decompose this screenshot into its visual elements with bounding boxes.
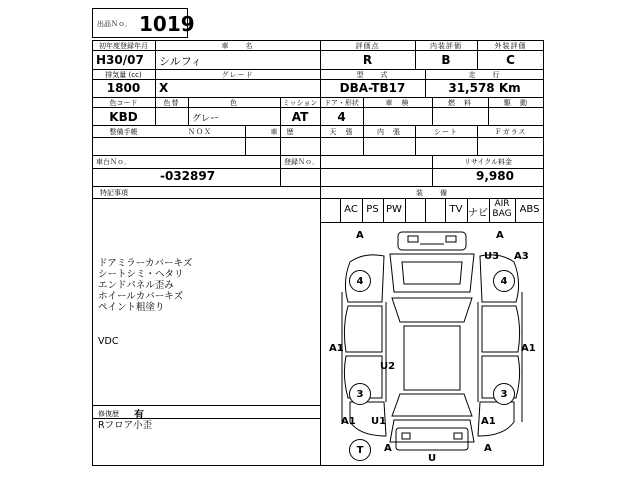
label-model: 型 式 [356,71,389,79]
equip-abs: ABS [519,204,540,215]
label-interior: 内装評価 [430,42,462,50]
remark-item: ペイント粗塗り [98,302,165,313]
tire-circle-front-left: 4 [349,270,371,292]
damage-mark: A1 [341,416,356,427]
damage-mark: A [484,443,492,454]
label-seat: シート [434,128,458,136]
label-reg-no: 登録Ｎｏ． [284,158,319,166]
label-history: 車 歴 [270,128,295,136]
label-color-code: 色コード [109,99,138,107]
damage-mark: U1 [371,416,387,427]
value-grade: X [159,81,169,95]
value-recycle: 9,980 [476,169,514,183]
equip-navi: ナビ [468,208,488,219]
label-drive: 駆 動 [504,99,528,107]
value-score: R [362,53,373,67]
tire-circle-spare: T [349,439,371,461]
label-color: 色 [230,99,238,107]
value-repair: 有 [134,410,144,421]
tire-circle-rear-left: 3 [349,383,371,405]
label-nox: ＮＯＸ [188,128,212,136]
label-mission: ミッション [282,99,318,107]
damage-mark: A1 [329,343,344,354]
value-mission: AT [291,110,309,124]
label-car-name: 車 名 [221,42,254,50]
value-displacement: 1800 [106,81,141,95]
value-color-code: KBD [109,110,138,124]
label-remarks: 特記事項 [100,189,128,197]
damage-mark: U3 [484,251,500,262]
label-glass: Ｆガラス [494,128,527,136]
label-mileage: 走 行 [468,71,501,79]
equip-ps: PS [366,204,379,215]
value-color: グレー [192,114,220,124]
remark-item: ドアミラーカバーキズ [98,258,193,269]
value-chassis-no: -032897 [160,169,216,183]
damage-mark: A1 [521,343,536,354]
label-displacement: 排気量 (cc) [105,71,142,79]
equip-pw: PW [386,204,402,215]
label-fuel: 燃 料 [448,99,472,107]
label-exterior: 外装評価 [494,42,527,50]
value-mileage: 31,578 Km [448,81,521,95]
remark-item: エンドパネル歪み [98,280,174,291]
value-car-name: シルフィ [159,55,202,68]
label-equipment: 装 備 [416,189,448,197]
damage-mark: A3 [514,251,529,262]
label-repair: 修復歴 [98,410,119,418]
remark-item: シートシミ・ヘタリ [98,269,184,280]
label-color-change: 色替 [163,99,180,107]
label-reg-date: 初年度登録年月 [99,42,148,50]
value-exterior: C [506,53,515,67]
car-diagram [320,222,544,466]
label-manual: 整備手帳 [109,128,138,136]
value-reg-date: H30/07 [96,53,144,67]
value-interior: B [441,53,451,67]
label-grade: グレード [221,71,254,79]
label-recycle: リサイクル料金 [463,158,513,166]
remarks-list [98,258,192,313]
value-repair-note: Rフロア小歪 [98,420,153,431]
value-model: DBA-TB17 [339,81,406,95]
label-chassis-no: 車台Ｎｏ． [96,158,131,166]
remark-item: ホイールカバーキズ [98,291,184,302]
damage-mark: U2 [380,361,396,372]
label-ceiling: 天 張 [329,128,354,136]
label-interior-trim: 内 張 [377,128,401,136]
tire-circle-front-right: 4 [493,270,515,292]
label-score: 評価点 [355,42,380,50]
label-inspection: 車 検 [385,99,410,107]
remark-vdc: VDC [98,336,119,347]
value-doors: 4 [337,110,346,124]
damage-mark: A1 [481,416,496,427]
equip-tv: TV [449,204,463,215]
label-doors: ドア・形状 [324,99,359,107]
equip-ac: AC [344,204,358,215]
lot-label: 出品Ｎｏ． [97,20,132,28]
lot-number: 1019 [139,12,195,36]
damage-mark: A [384,443,392,454]
damage-mark: A [356,230,364,241]
damage-mark: A [496,230,504,241]
damage-mark: U [428,453,437,464]
lot-box [92,8,195,38]
tire-circle-rear-right: 3 [493,383,515,405]
equip-airbag: AIR BAG [492,199,512,219]
